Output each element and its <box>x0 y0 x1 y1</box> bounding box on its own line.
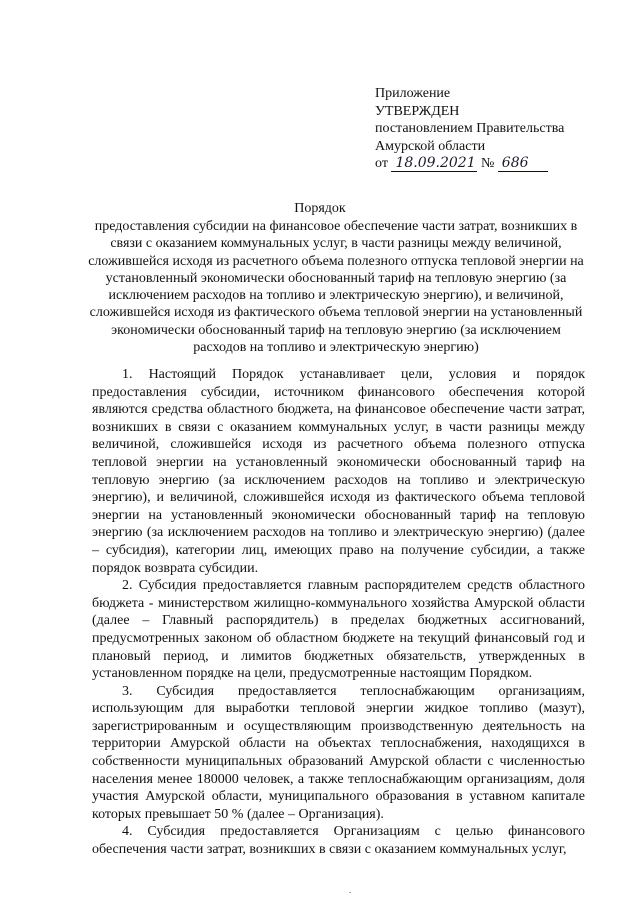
approval-date-line <box>375 155 605 173</box>
paragraph-1: 1. Настоящий Порядок устанавливает цели, условия и порядок предоставления субсидии, источником финансового обеспечения которой являются средства областного бюджета, на финансовое обеспечение части затрат, возникших в связи с оказанием коммунальных услуг, в части разницы между величиной, сложившейся исходя из расчетного объема полезного отпуска тепловой энергии на установленный экономически обоснованный тариф на тепловую энергию (за исключением расходов на топливо и электрическую энергию), и величиной, сложившейся исходя из фактического объема тепловой энергии на установленный экономически обоснованный тариф на тепловую энергию (за исключением расходов на топливо и электрическую энергию) (далее – субсидия), категории лиц, имеющих право на получение субсидии, а также порядок возврата субсидии. <box>92 367 585 576</box>
document-subtitle: предоставления субсидии на финансовое обеспечение части затрат, возникших в связи с оказанием коммунальных услуг, в части разницы между величиной, сложившейся исходя из расчетного объема полезного отпуска тепловой энергии на установленный экономически обоснованный тариф на тепловую энергию (за исключением расходов на топливо и электрическую энергию), и величиной, сложившейся исходя из фактического объема тепловой энергии на установленный экономически обоснованный тариф на тепловую энергию (за исключением расходов на топливо и электрическую энергию) <box>88 219 584 356</box>
handwritten-number: 686 <box>498 156 548 172</box>
number-prefix: № <box>480 156 495 171</box>
document-body <box>92 366 585 859</box>
approval-region-label: Амурской области <box>375 138 486 154</box>
date-prefix: от <box>375 156 388 171</box>
handwritten-date: 18.09.2021 <box>391 156 477 172</box>
approval-block <box>375 85 605 173</box>
approval-approved-label: УТВЕРЖДЕН <box>375 103 460 119</box>
paragraph-4: 4. Субсидия предоставляется Организациям с целью финансового обеспечения части затрат, возникших в связи с оказанием коммунальных услуг, <box>92 824 585 858</box>
paragraph-2: 2. Субсидия предоставляется главным распорядителем средств областного бюджета - министерством жилищно-коммунального хозяйства Амурской области (далее – Главный распорядитель) в пределах бюджетных ассигнований, предусмотренных законом об областном бюджете на текущий финансовый год и плановый период, и лимитов бюджетных обязательств, утвержденных в установленном порядке на цели, предусмотренные настоящим Порядком. <box>92 578 585 682</box>
approval-resolution-label: постановлением Правительства <box>375 121 565 136</box>
approval-appendix-label: Приложение <box>375 86 451 101</box>
document-title: Порядок <box>294 201 346 216</box>
page-mark: . <box>349 885 352 895</box>
paragraph-3: 3. Субсидия предоставляется теплоснабжающим организациям, использующим для выработки тепловой энергии жидкое топливо (мазут), зарегистрированным и осуществляющим производственную деятельность на территории Амурской области на объектах теплоснабжения, находящихся в собственности муниципальных образований Амурской области с численностью населения менее 180000 человек, а также теплоснабжающим организациям, доля участия Амурской области, муниципального образования в уставном капитале которых превышает 50 % (далее – Организация). <box>92 683 585 822</box>
